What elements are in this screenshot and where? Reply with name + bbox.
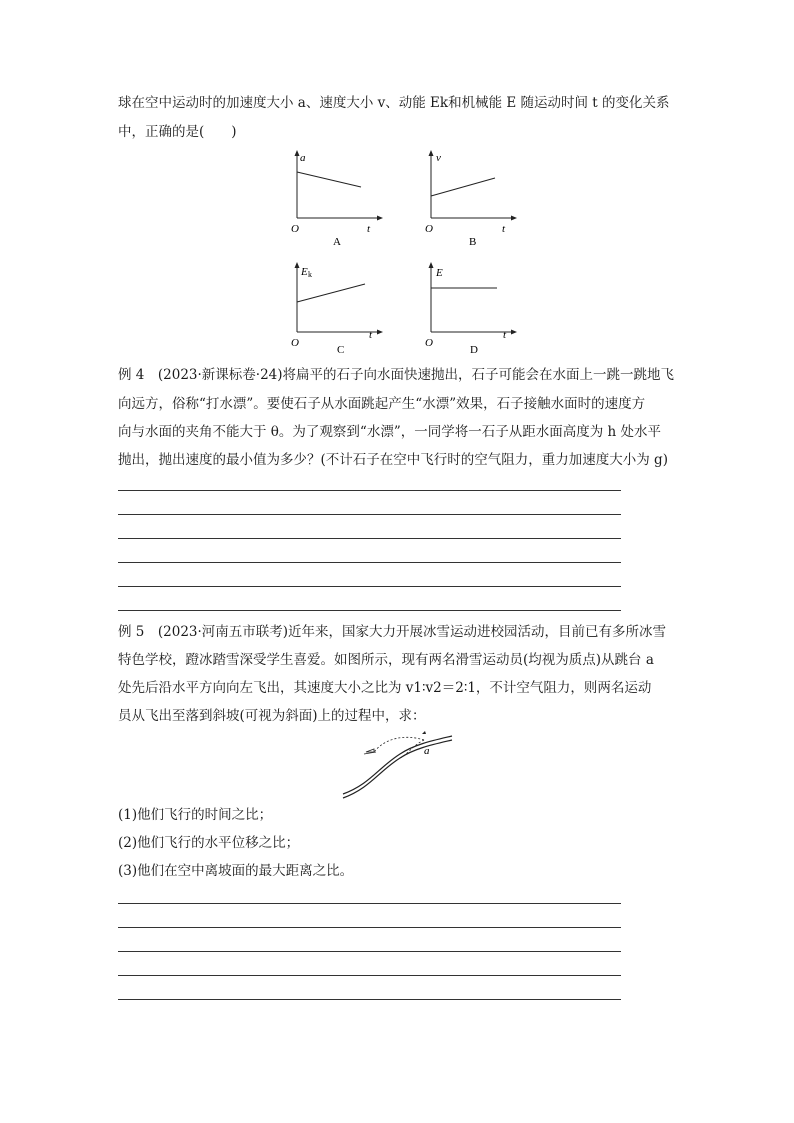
- example4-line-2: 向远方，俗称“打水漂”。要使石子从水面跳起产生“水漂”效果，石子接触水面时的速度方: [118, 396, 646, 412]
- answer-line[interactable]: [118, 490, 621, 491]
- example5-line-2: 特色学校，蹬冰踏雪深受学生喜爱。如图所示，现有两名滑雪运动员(均视为质点)从跳台 a: [118, 652, 654, 668]
- graph-c-y-label: E: [301, 266, 308, 278]
- example4-line-4: 抛出，抛出速度的最小值为多少？(不计石子在空中飞行时的空气阻力，重力加速度大小为 g): [118, 452, 668, 468]
- answer-line[interactable]: [118, 610, 621, 611]
- intro-line-2: 中，正确的是( ): [118, 124, 237, 140]
- answer-line[interactable]: [118, 586, 621, 587]
- answer-line[interactable]: [118, 514, 621, 515]
- example4-line-1: 例 4 (2023·新课标卷·24)将扁平的石子向水面快速抛出，石子可能会在水面上一跳一跳地飞: [118, 367, 675, 383]
- answer-line[interactable]: [118, 927, 621, 928]
- answer-line[interactable]: [118, 975, 621, 976]
- answer-line[interactable]: [118, 538, 621, 539]
- graph-a: [283, 150, 383, 250]
- graph-c-origin: O: [291, 337, 299, 349]
- graph-d-x-label: t: [503, 329, 507, 341]
- example5-line-1: 例 5 (2023·河南五市联考)近年来，国家大力开展冰雪运动进校园活动，目前已有多所冰雪: [118, 624, 667, 640]
- question-3: (3)他们在空中离坡面的最大距离之比。: [118, 863, 354, 879]
- graph-b-caption: B: [469, 236, 477, 248]
- graph-c-y-sub: k: [308, 270, 312, 279]
- graph-c-caption: C: [337, 344, 345, 356]
- answer-line[interactable]: [118, 999, 621, 1000]
- graph-a-y-label: a: [300, 152, 306, 164]
- graph-a-origin: O: [291, 223, 299, 235]
- example5-line-4: 员从飞出至落到斜坡(可视为斜面)上的过程中，求：: [118, 708, 426, 724]
- graph-c: [283, 262, 383, 357]
- graph-d-origin: O: [425, 337, 433, 349]
- question-2: (2)他们飞行的水平位移之比；: [118, 835, 300, 851]
- figure-label-a: a: [424, 745, 430, 757]
- graph-a-caption: A: [333, 236, 341, 248]
- graph-a-x-label: t: [367, 223, 371, 235]
- graph-d: [417, 262, 517, 357]
- question-1: (1)他们飞行的时间之比；: [118, 807, 273, 823]
- answer-line[interactable]: [118, 951, 621, 952]
- intro-line-1: 球在空中运动时的加速度大小 a、速度大小 v、动能 Ek和机械能 E 随运动时间 t 的变化关系: [118, 95, 670, 111]
- example4-line-3: 向与水面的夹角不能大于 θ。为了观察到“水漂”，一同学将一石子从距水面高度为 h 处水平: [118, 424, 661, 440]
- answer-line[interactable]: [118, 903, 621, 904]
- graph-b: [417, 150, 517, 250]
- graph-c-x-label: t: [369, 329, 373, 341]
- graph-b-x-label: t: [502, 223, 506, 235]
- graph-b-y-label: v: [436, 152, 441, 164]
- example5-line-3: 处先后沿水平方向向左飞出，其速度大小之比为 v1∶v2＝2∶1，不计空气阻力，则两名运动: [118, 680, 652, 696]
- graph-d-caption: D: [470, 344, 478, 356]
- graph-b-origin: O: [425, 223, 433, 235]
- answer-line[interactable]: [118, 562, 621, 563]
- ski-jump-figure: [340, 732, 455, 800]
- graph-d-y-label: E: [436, 267, 443, 279]
